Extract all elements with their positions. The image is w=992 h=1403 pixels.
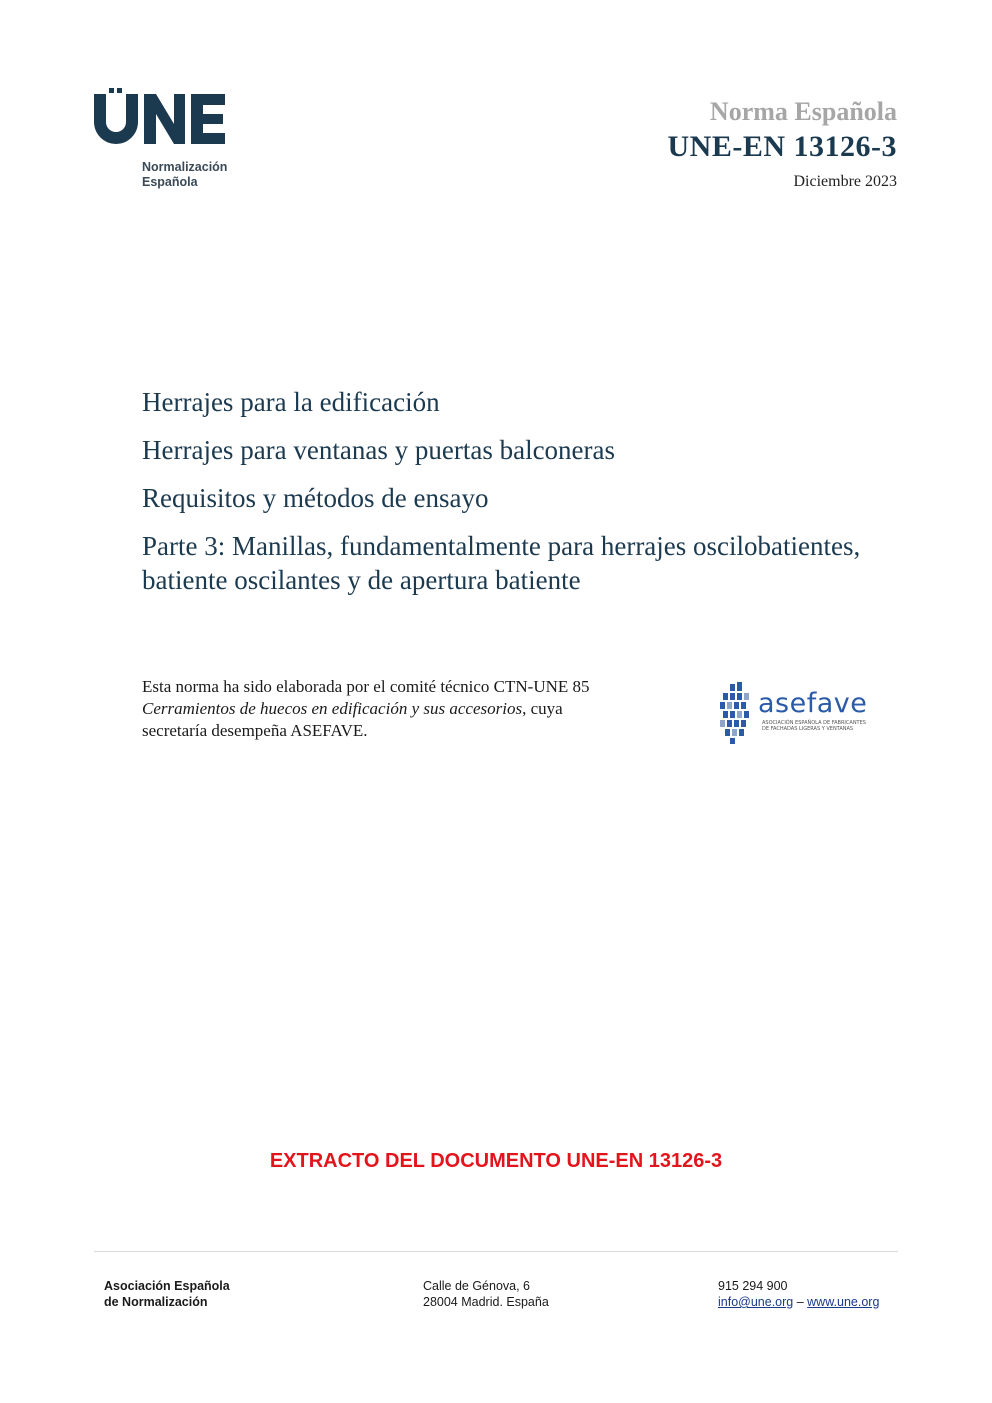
footer-contact: [718, 1278, 879, 1310]
standard-kind: Norma Española: [709, 97, 897, 126]
committee-name: Cerramientos de huecos en edificación y sus accesorios: [142, 699, 523, 718]
committee-statement: [142, 676, 612, 742]
une-logo: [92, 88, 232, 190]
footer-org-line1: Asociación Española: [104, 1279, 230, 1293]
asefave-logo: [718, 682, 868, 750]
footer-phone: 915 294 900: [718, 1279, 788, 1293]
asefave-tagline-line2: DE FACHADAS LIGERAS Y VENTANAS: [762, 726, 854, 732]
footer-link-separator: –: [793, 1295, 808, 1309]
footer-divider: [94, 1251, 898, 1252]
title-line: Herrajes para ventanas y puertas balconeras: [142, 435, 616, 465]
publication-date: Diciembre 2023: [793, 173, 897, 190]
extract-notice: EXTRACTO DEL DOCUMENTO UNE-EN 13126-3: [269, 1150, 723, 1172]
committee-text-before: Esta norma ha sido elaborada por el comité técnico CTN-UNE 85: [142, 677, 590, 696]
footer-email-link[interactable]: info@une.org: [718, 1295, 794, 1309]
logo-subtitle-line2: Española: [142, 175, 198, 189]
footer-address: [423, 1278, 549, 1310]
title-line: Herrajes para la edificación: [142, 387, 440, 417]
committee-text-after: , cuya secretaría desempeña ASEFAVE.: [142, 699, 563, 740]
document-titles: [142, 385, 922, 611]
title-line: Requisitos y métodos de ensayo: [142, 483, 489, 513]
une-logo-mark: [92, 88, 232, 146]
asefave-tagline-line1: ASOCIACIÓN ESPAÑOLA DE FABRICANTES: [762, 720, 866, 726]
footer-address-line1: Calle de Génova, 6: [423, 1279, 531, 1293]
footer-address-line2: 28004 Madrid. España: [423, 1295, 549, 1309]
title-line: Parte 3: Manillas, fundamentalmente para herrajes oscilobatientes, batiente oscilantes y de apertura batiente: [142, 531, 861, 595]
asefave-wordmark: asefave: [758, 688, 868, 719]
footer-links: [718, 1294, 879, 1310]
logo-subtitle: [142, 160, 232, 190]
document-header: [668, 97, 898, 191]
logo-subtitle-line1: Normalización: [142, 160, 228, 174]
footer-website-link[interactable]: www.une.org: [807, 1295, 880, 1309]
footer-org-line2: de Normalización: [104, 1295, 208, 1309]
footer-organization: [104, 1278, 230, 1310]
standard-code: UNE-EN 13126-3: [667, 130, 897, 163]
